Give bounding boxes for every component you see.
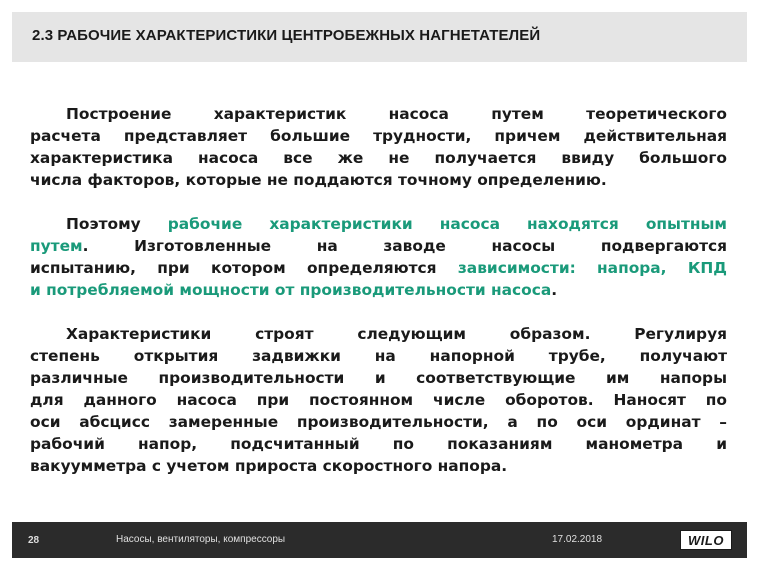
text-line xyxy=(30,257,727,279)
paragraph-1 xyxy=(30,103,727,191)
text-line: Характеристики строят следующим образом. Регулируя xyxy=(66,325,727,343)
slide-title: 2.3 РАБОЧИЕ ХАРАКТЕРИСТИКИ ЦЕНТРОБЕЖНЫХ НАГНЕТАТЕЛЕЙ xyxy=(32,27,541,44)
slide-body xyxy=(30,103,727,477)
footer-date: 17.02.2018 xyxy=(552,534,603,545)
highlight-text: путем xyxy=(30,237,83,255)
logo-text: WILO xyxy=(688,532,724,548)
text-segment: . Изготовленные на заводе насосы подвергаются xyxy=(82,237,727,255)
text-line xyxy=(30,213,727,235)
slide-footer xyxy=(12,522,747,558)
wilo-logo xyxy=(680,530,732,550)
text-segment: . xyxy=(551,281,558,299)
text-line: различные производительности и соответствующие им напоры xyxy=(30,369,727,387)
text-line: расчета представляет большие трудности, причем действительная xyxy=(30,127,727,145)
text-line: характеристика насоса все же не получается ввиду большого xyxy=(30,149,727,167)
text-segment: Поэтому xyxy=(66,215,168,233)
text-segment: испытанию, при котором определяются xyxy=(30,259,458,277)
text-line: степень открытия задвижки на напорной трубе, получают xyxy=(30,347,727,365)
text-line: числа факторов, которые не поддаются точному определению. xyxy=(30,171,607,189)
text-line xyxy=(30,235,727,257)
highlight-text: и потребляемой мощности от производительности насоса xyxy=(30,281,552,299)
text-line: рабочий напор, подсчитанный по показаниям манометра и xyxy=(30,435,727,453)
footer-title: Насосы, вентиляторы, компрессоры xyxy=(116,534,286,545)
text-line: вакуумметра с учетом прироста скоростного напора. xyxy=(30,457,508,475)
slide-header xyxy=(12,12,747,62)
text-line: Построение характеристик насоса путем теоретического xyxy=(66,105,727,123)
highlight-text: рабочие характеристики насоса находятся опытным xyxy=(167,215,728,233)
text-line: для данного насоса при постоянном числе оборотов. Наносят по xyxy=(30,391,727,409)
text-line xyxy=(30,279,727,301)
paragraph-3 xyxy=(30,323,727,477)
highlight-text: зависимости: напора, КПД xyxy=(457,259,727,277)
text-line: оси абсцисс замеренные производительности, а по оси ординат – xyxy=(30,413,727,431)
paragraph-2 xyxy=(30,213,727,301)
page-number: 28 xyxy=(28,535,40,546)
